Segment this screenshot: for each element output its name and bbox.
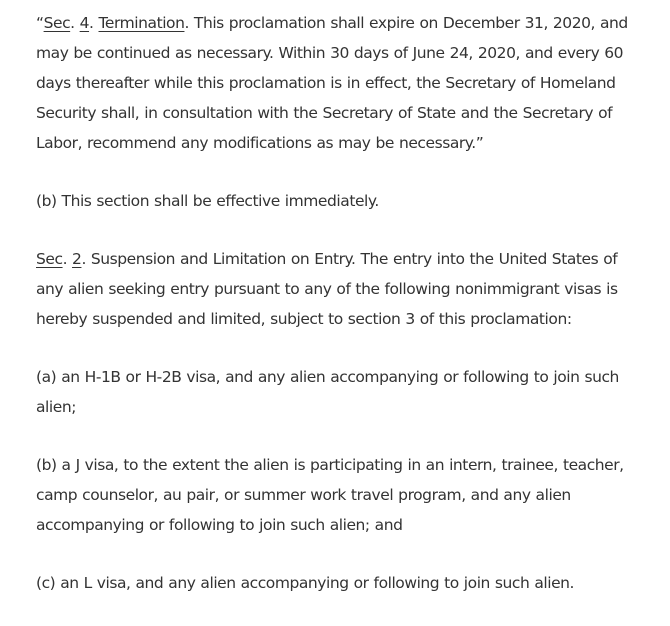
sec-number: 2 xyxy=(72,250,82,268)
section-heading-termination: Termination xyxy=(98,14,185,32)
paragraph-sec-4-termination xyxy=(36,8,646,158)
sec-dot: . xyxy=(62,250,73,268)
sec-dot: . xyxy=(70,14,80,32)
sec-label: Sec xyxy=(36,250,63,268)
paragraph-c-l-visa: (c) an L visa, and any alien accompanying or following to join such alien. xyxy=(36,574,575,592)
paragraph-sec-2-suspension xyxy=(36,244,646,334)
sec-number: 4 xyxy=(79,14,90,32)
open-quote: “ xyxy=(36,14,44,32)
sec-2-body-text: . Suspension and Limitation on Entry. The entry into the United States of any alien seeking entry pursuant to any of the following nonimmigrant visas is hereby suspended and limited, subject to section 3 of this proclamation: xyxy=(36,250,618,328)
paragraph-b-j-visa: (b) a J visa, to the extent the alien is participating in an intern, trainee, teacher, camp counselor, au pair, or summer work travel program, and any alien accompanying or following to join such alien; and xyxy=(36,456,624,534)
paragraph-b-effective: (b) This section shall be effective immediately. xyxy=(36,192,379,210)
number-dot: . xyxy=(89,14,99,32)
sec-label: Sec xyxy=(43,14,71,32)
document-body xyxy=(36,8,646,626)
sec-4-body-text: . This proclamation shall expire on December 31, 2020, and may be continued as necessary. Within 30 days of June 24, 2020, and every 60 days thereafter while this proclamation is in effect, the Secretary of Homeland Security shall, in consultation with the Secretary of State and the Secretary of Labor, recommend any modifications as may be necessary.” xyxy=(36,14,628,152)
paragraph-a-h1b-h2b-visa: (a) an H-1B or H-2B visa, and any alien accompanying or following to join such alien; xyxy=(36,368,619,416)
